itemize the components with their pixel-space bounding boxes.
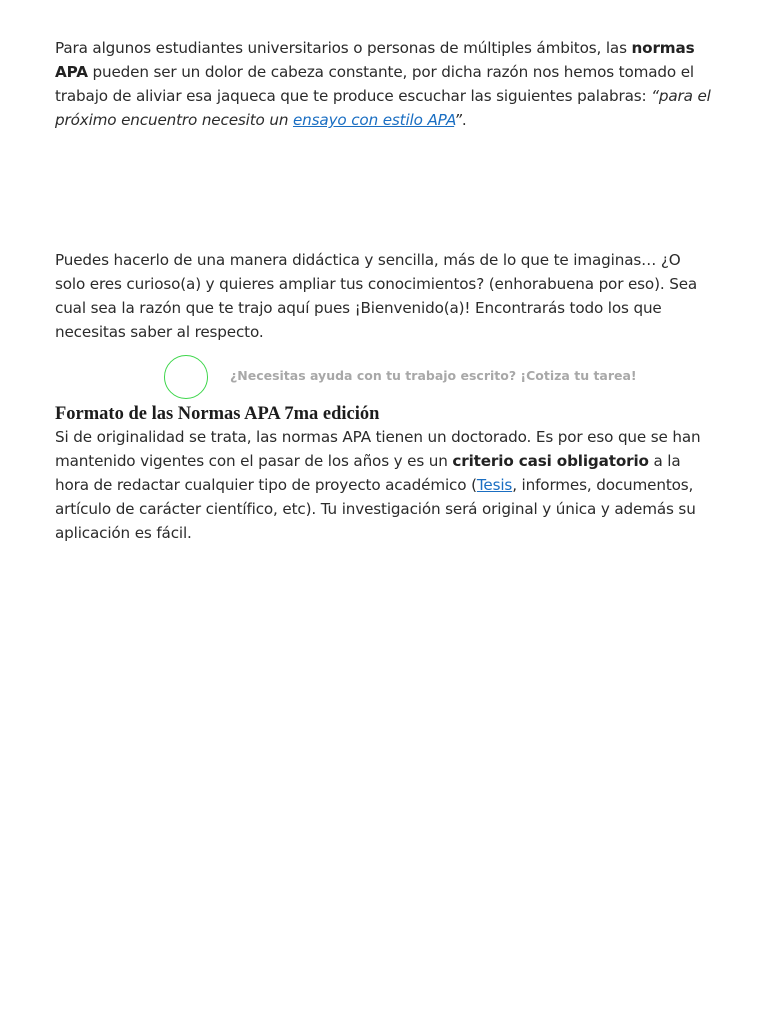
intro-text-2: pueden ser un dolor de cabeza constante, por dicha razón nos hemos tomado el trabajo de aliviar esa jaqueca que te produce escuchar las siguientes palabras:: [55, 63, 694, 105]
intro-text-1: Para algunos estudiantes universitarios o personas de múltiples ámbitos, las: [55, 39, 632, 57]
section-text-2: a la hora de redactar cualquier tipo de proyecto académico (: [55, 452, 681, 494]
second-paragraph: Puedes hacerlo de una manera didáctica y sencilla, más de lo que te imaginas… ¿O solo eres curioso(a) y quieres ampliar tus conocimientos? (enhorabuena por eso). Sea cual sea la razón que te trajo aquí pues ¡Bienvenido(a)! Encontrarás todo los que necesitas saber al respecto.: [55, 251, 698, 341]
intro-bold-normas-apa: normas APA: [55, 39, 695, 81]
section-paragraph: [55, 425, 715, 545]
tesis-link[interactable]: Tesis: [476, 476, 513, 494]
intro-italic-text: “para el próximo encuentro necesito un: [55, 87, 711, 129]
cta-banner[interactable]: [55, 355, 715, 403]
intro-text-end: .: [461, 111, 467, 129]
section-text-1: Si de originalidad se trata, las normas APA tienen un doctorado. Es por eso que se han mantenido vigentes con el pasar de los años y es un: [55, 428, 701, 470]
section-heading: Formato de las Normas APA 7ma edición: [55, 404, 380, 424]
intro-paragraph: [55, 36, 715, 132]
intro-italic-end: ”: [454, 111, 462, 129]
article-content: [55, 36, 715, 545]
whatsapp-circle-icon[interactable]: [164, 355, 208, 399]
section-bold-criterio: criterio casi obligatorio: [452, 452, 649, 470]
section-text-3: , informes, documentos, artículo de carácter científico, etc). Tu investigación será original y única y además su aplicación es fácil.: [55, 476, 696, 542]
ensayo-apa-link[interactable]: ensayo con estilo APA: [292, 111, 455, 129]
ad-placeholder-space: [55, 132, 715, 248]
cta-text[interactable]: ¿Necesitas ayuda con tu trabajo escrito? ¡Cotiza tu tarea!: [230, 368, 637, 383]
